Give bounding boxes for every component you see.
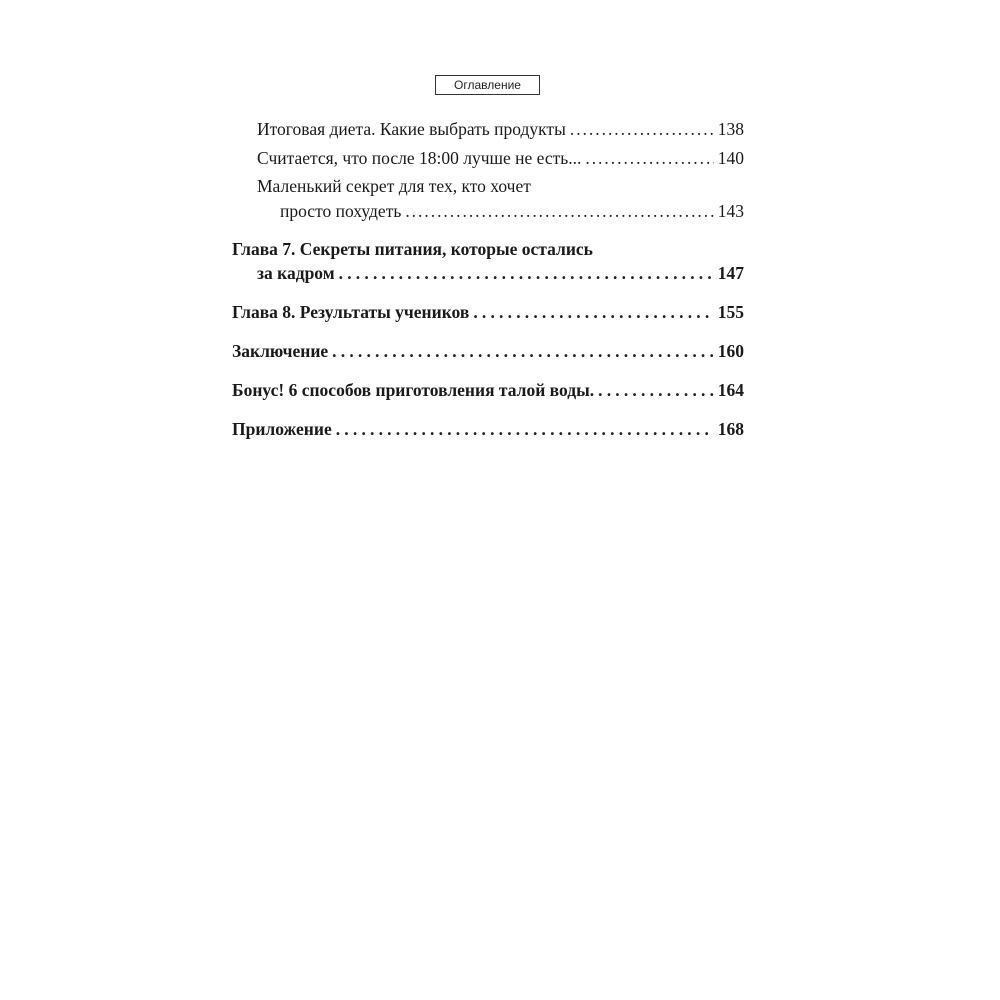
toc-entry-chapter-7-line1[interactable]	[232, 236, 744, 262]
toc-entry-title: Итоговая диета. Какие выбрать продукты	[257, 119, 566, 139]
toc-entry-title-continued: за кадром	[257, 263, 335, 283]
leader-dots	[336, 416, 714, 442]
leader-dots	[405, 198, 713, 224]
toc-entry-page: 143	[717, 201, 744, 221]
toc-entry-title: Бонус! 6 способов приготовления талой воды.	[232, 380, 595, 400]
toc-header: Оглавление	[435, 75, 540, 95]
toc-entry-conclusion[interactable]	[232, 338, 744, 364]
toc-entry-small-secret-line1[interactable]	[257, 173, 744, 199]
toc-entry-title: Глава 8. Результаты учеников	[232, 302, 470, 322]
toc-entry-appendix[interactable]	[232, 416, 744, 442]
toc-entry-title: Маленький секрет для тех, кто хочет	[257, 176, 531, 196]
leader-dots	[570, 116, 714, 142]
toc-entry-after-18[interactable]	[257, 145, 744, 171]
toc-entry-chapter-7-line2[interactable]	[257, 260, 744, 286]
toc-entry-page: 140	[717, 148, 744, 168]
toc-entry-title: Считается, что после 18:00 лучше не есть...	[257, 148, 582, 168]
toc-entry-page: 168	[717, 419, 744, 439]
toc-entry-page: 160	[717, 341, 744, 361]
leader-dots	[598, 377, 714, 403]
toc-entry-small-secret-line2[interactable]	[280, 198, 744, 224]
toc-entry-page: 147	[717, 263, 744, 283]
leader-dots	[339, 260, 714, 286]
toc-entry-title: Глава 7. Секреты питания, которые остались	[232, 239, 593, 259]
toc-entry-chapter-8[interactable]	[232, 299, 744, 325]
toc-entry-bonus[interactable]	[232, 377, 744, 403]
toc-entry-title: Заключение	[232, 341, 329, 361]
leader-dots	[332, 338, 714, 364]
toc-entry-final-diet[interactable]	[257, 116, 744, 142]
leader-dots	[585, 145, 713, 171]
toc-entry-page: 138	[717, 119, 744, 139]
toc-entry-title-continued: просто похудеть	[280, 201, 402, 221]
toc-entry-page: 155	[717, 302, 744, 322]
toc-entry-page: 164	[717, 380, 744, 400]
leader-dots	[473, 299, 713, 325]
toc-entry-title: Приложение	[232, 419, 332, 439]
